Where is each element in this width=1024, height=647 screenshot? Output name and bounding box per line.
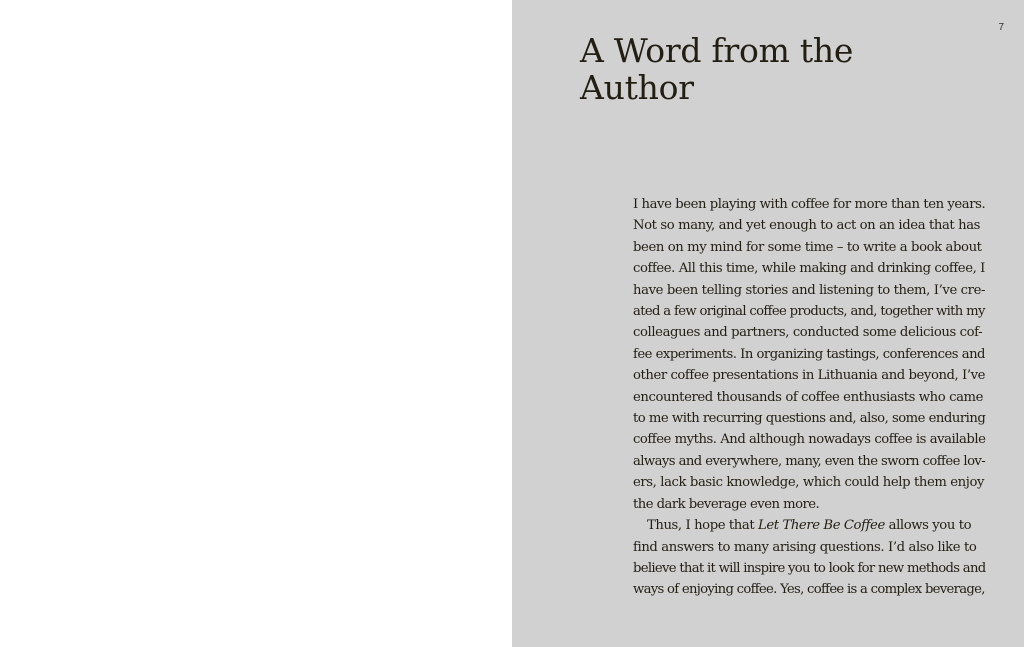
text-line: colleagues and partners, conducted some delicious cof- <box>633 325 983 341</box>
right-page <box>512 0 1024 647</box>
text-fragment: allows you to <box>884 518 972 534</box>
text-line: been on my mind for some time – to write a book about <box>633 239 982 255</box>
text-line: coffee myths. And although nowadays coffee is available <box>633 432 986 448</box>
text-line: I have been playing with coffee for more than ten years. <box>633 197 986 212</box>
text-line: to me with recurring questions and, also, some enduring <box>633 411 986 427</box>
text-line: encountered thousands of coffee enthusiasts who came <box>633 389 984 405</box>
text-line: ated a few original coffee products, and, together with my <box>633 304 985 320</box>
body-text <box>633 194 993 601</box>
paragraph-2 <box>633 515 993 601</box>
text-line: believe that it will inspire you to look for new methods and <box>633 560 986 576</box>
text-line: coffee. All this time, while making and drinking coffee, I <box>633 261 985 277</box>
text-line: Not so many, and yet enough to act on an idea that has <box>633 218 981 234</box>
text-line <box>633 515 993 536</box>
text-fragment: Thus, I hope that <box>647 518 759 534</box>
text-line: other coffee presentations in Lithuania and beyond, I’ve <box>633 368 985 384</box>
text-line: find answers to many arising questions. I’d also like to <box>633 539 977 555</box>
text-line: ways of enjoying coffee. Yes, coffee is a complex beverage, <box>633 582 985 598</box>
chapter-title <box>580 32 880 106</box>
page-number: 7 <box>998 22 1004 33</box>
chapter-title-line: Author <box>580 68 694 107</box>
paragraph-1 <box>633 194 993 515</box>
text-line: have been telling stories and listening to them, I’ve cre- <box>633 282 986 298</box>
book-title: Let There Be Coffee <box>758 518 885 534</box>
text-line: always and everywhere, many, even the sworn coffee lov- <box>633 453 986 469</box>
text-line: fee experiments. In organizing tastings, conferences and <box>633 346 985 362</box>
text-line: ers, lack basic knowledge, which could help them enjoy <box>633 475 985 491</box>
chapter-title-line: A Word from the <box>580 31 854 70</box>
text-line: the dark beverage even more. <box>633 496 820 512</box>
